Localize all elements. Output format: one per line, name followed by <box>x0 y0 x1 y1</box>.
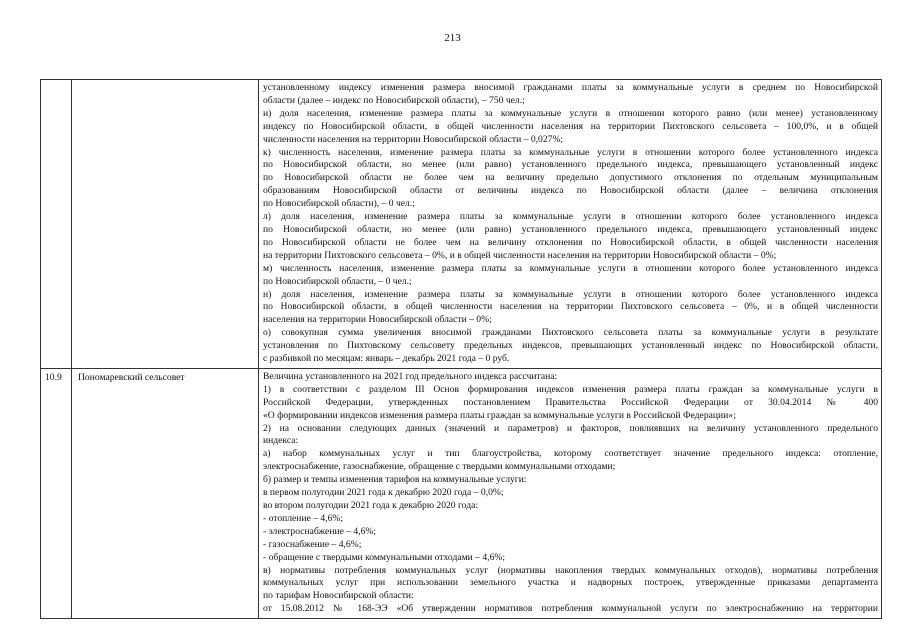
text-line: населения на территории Новосибирской области – 0%; <box>263 314 492 326</box>
table-row <box>41 368 882 618</box>
description-cell <box>259 368 882 618</box>
table-row <box>41 80 882 369</box>
text-line: - отопление – 4,6%; <box>263 512 344 524</box>
text-line: о) совокупная сумма увеличения вносимой гражданами Пихтовского сельсовета платы за коммунальные услуги в результате <box>263 327 878 339</box>
text-line: во втором полугодии 2021 года к декабрю 2020 года: <box>263 500 479 511</box>
text-line: по Новосибирской области), – 0 чел.; <box>263 198 415 210</box>
text-line: в) нормативы потребления коммунальных услуг (нормативы накопления твердых коммунальных отходов), нормативы потребления <box>263 564 878 576</box>
text-line: 1) в соответствии с разделом III Основ формирования индексов изменения размера платы граждан за коммунальные услуги в <box>263 383 878 395</box>
text-line: б) размер и темпы изменения тарифов на коммунальные услуги: <box>263 474 527 486</box>
municipality-name: Пономаревский сельсовет <box>72 368 259 618</box>
text-line: численности населения на территории Новосибирской области – 0,027%; <box>263 133 564 145</box>
text-line: по Новосибирской области, но менее (или равно) установленного предельного индекса, превышающего установленный индекс <box>263 223 878 235</box>
text-line: - электроснабжение – 4,6%; <box>263 525 377 537</box>
text-line: по Новосибирской области не более чем на величину предельно допустимого отклонения по отдельным муниципальным <box>263 172 878 184</box>
text-line: индексу по Новосибирской области, в общей численности населения на территории Пихтовского сельсовета – 100,0%, и в общей <box>263 120 878 132</box>
text-line: установления по Пихтовскому сельсовету предельных индексов, превышающих установленный индекс по Новосибирской области, <box>263 340 878 352</box>
row-number: 10.9 <box>41 368 72 618</box>
page-number: 213 <box>444 32 461 44</box>
text-line: коммунальных услуг при использовании земельного участка и надворных построек, утвержденные приказами департамента <box>263 577 878 589</box>
municipality-name <box>72 80 259 369</box>
text-line: «О формировании индексов изменения размера платы граждан за коммунальные услуги в Российской Федерации»; <box>263 409 736 421</box>
text-line: индекса: <box>263 435 299 447</box>
text-line: по Новосибирской области не более чем на величину отклонения по Новосибирской области, в общей численности населения <box>263 236 878 248</box>
text-line: а) набор коммунальных услуг и тип благоустройства, которому соответствует значение предельного индекса: отопление, <box>263 448 878 460</box>
text-line: с разбивкой по месяцам: январь – декабрь 2021 года – 0 руб. <box>263 353 510 365</box>
text-line: - обращение с твердыми коммунальными отходами – 4,6%; <box>263 551 506 563</box>
table-body <box>41 80 882 619</box>
text-line: и) доля населения, изменение размера платы за коммунальные услуги в отношении которого равно (или менее) установленному <box>263 107 878 119</box>
text-line: от 15.08.2012 № 168-ЭЭ «Об утверждении нормативов потребления коммунальной услуги по электроснабжению на территории <box>263 603 878 615</box>
row-number <box>41 80 72 369</box>
text-line: 2) на основании следующих данных (значений и параметров) и факторов, повлиявших на величину установленного предельного <box>263 422 878 434</box>
text-line: н) доля населения, изменение размера платы за коммунальные услуги в отношении которого более установленного индекса <box>263 288 878 300</box>
text-line: по тарифам Новосибирской области: <box>263 590 414 602</box>
text-line: л) доля населения, изменение размера платы за коммунальные услуги в отношении которого более установленного индекса <box>263 211 878 223</box>
text-line: по Новосибирской области, но менее (или равно) установленного предельного индекса, превышающего установленный индекс <box>263 159 878 171</box>
text-line: на территории Пихтовского сельсовета – 0%, и в общей численности населения на территории Новосибирской области – 0%; <box>263 249 777 261</box>
text-line: м) численность населения, изменение размера платы за коммунальные услуги в отношении которого более установленного индекса <box>263 262 878 274</box>
text-line: по Новосибирской области, в общей численности населения на территории Пихтовского сельсовета – 0%, и в общей численности <box>263 301 878 313</box>
description-cell <box>259 80 882 369</box>
text-line: - газоснабжение – 4,6%; <box>263 538 362 550</box>
text-line: электроснабжение, газоснабжение, обращение с твердыми коммунальными отходами; <box>263 461 616 473</box>
tariff-index-table <box>40 79 882 619</box>
text-line: области (далее – индекс по Новосибирской области), – 750 чел.; <box>263 94 525 106</box>
text-line: по Новосибирской области, – 0 чел.; <box>263 275 412 287</box>
text-line: Величина установленного на 2021 год предельного индекса рассчитана: <box>263 370 558 382</box>
text-line: к) численность населения, изменение размера платы за коммунальные услуги в отношении которого более установленного индекса <box>263 146 878 158</box>
text-line: Российской Федерации, утвержденных постановлением Правительства Российской Федерации от 30.04.2014 № 400 <box>263 396 878 408</box>
text-line: в первом полугодии 2021 года к декабрю 2020 года – 0,0%; <box>263 487 504 499</box>
text-line: установленному индексу изменения размера вносимой гражданами платы за коммунальные услуги в среднем по Новосибирской <box>263 82 878 93</box>
text-line: образованиям Новосибирской области от величины индекса по Новосибирской области (далее – величина отклонения <box>263 185 878 197</box>
